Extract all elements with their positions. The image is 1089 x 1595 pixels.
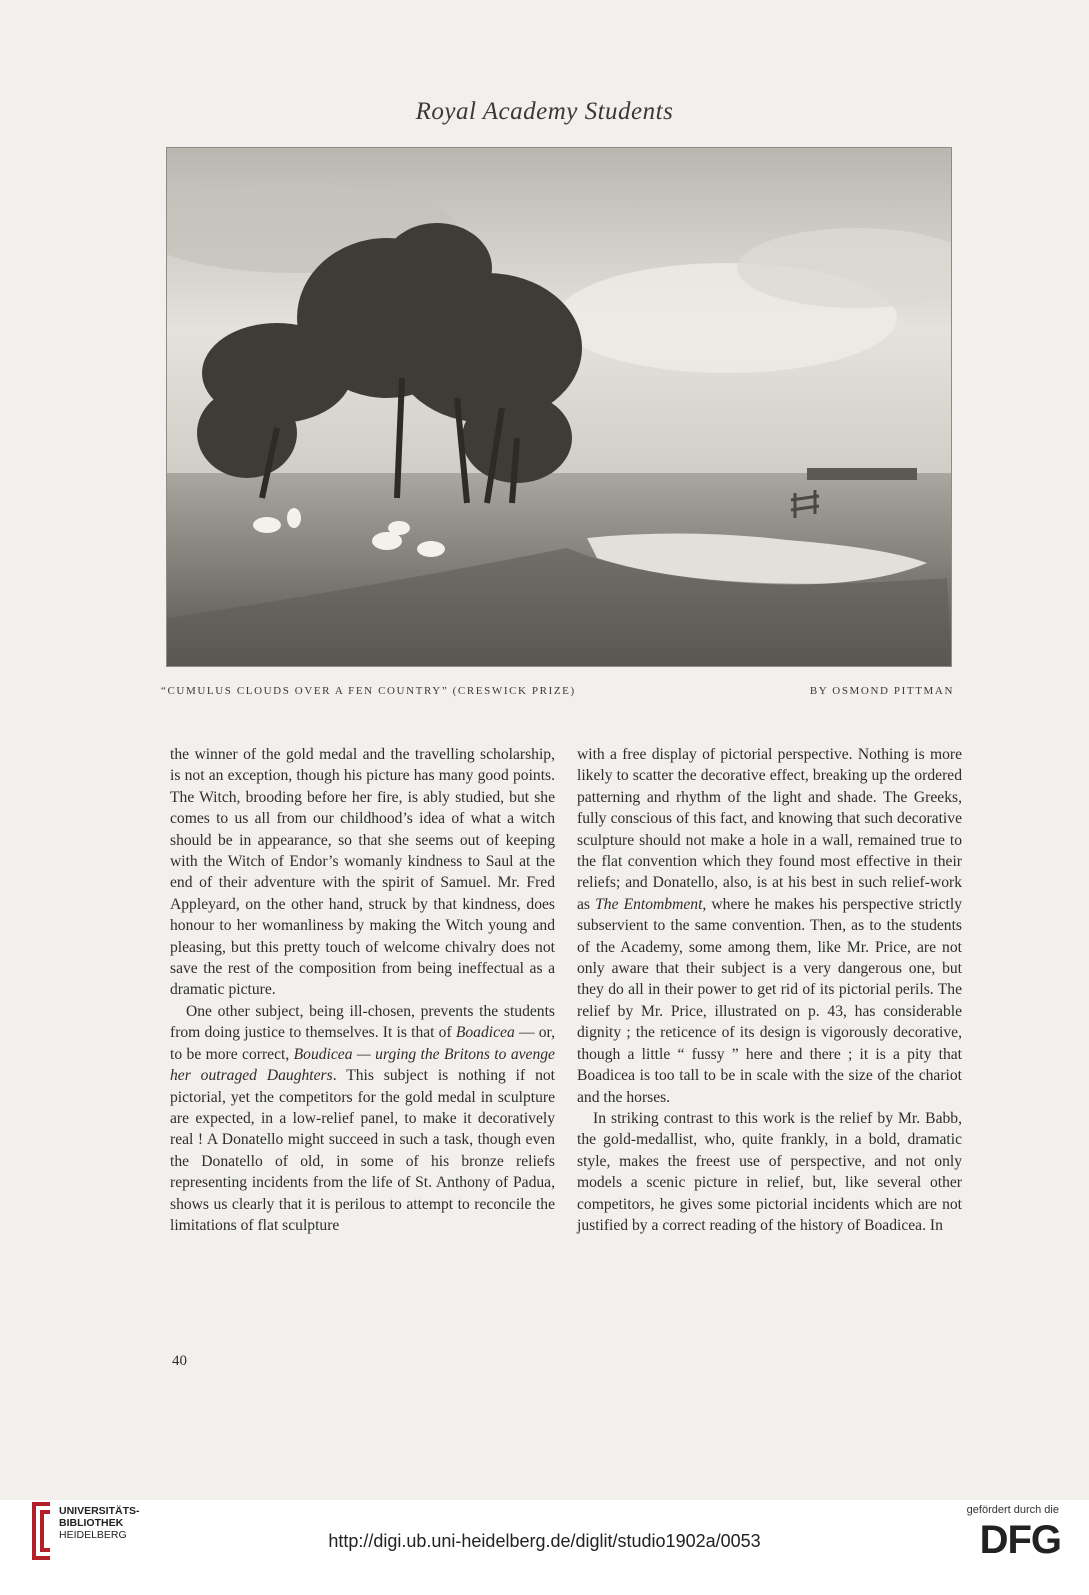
paragraph: the winner of the gold medal and the travelling scholarship, is not an exception, though his picture has many good points. The Witch, brooding before her fire, is ably studied, but she comes to us all from our childhood’s idea of what a witch should be in appearance, so that she seems out of keeping with the Witch of Endor’s womanly kindness to Saul at the end of their adventure with the spirit of Samuel. Mr. Fred Appleyard, on the other hand, struck by that kindness, does honour to her womanliness by making the Witch young and pleasing, but this pretty touch of welcome chivalry does not save the rest of the composition from being ineffectual as a dramatic picture.	[170, 746, 555, 999]
paragraph: with a free display of pictorial perspective. Nothing is more likely to scatter the decorative effect, breaking up the ordered patterning and rhythm of the light and shade. The Greeks, fully conscious of this fact, and knowing that such decorative sculpture should not make a hole in a wall, remained true to the flat convention which they found most effective in their reliefs; and Donatello, also, is at his best in such relief-work as The Entombment, where he makes his perspective strictly subservient to the same convention. Then, as to the students of the Academy, some among them, like Mr. Price, are not only aware that their subject is a very dangerous one, but they do all in their power to get rid of its pictorial perils. The relief by Mr. Price, illustrated on p. 43, has considerable dignity ; the reticence of its design is vigorously decorative, though a little “ fussy ” here and there ; it is a pity that Boadicea is too tall to be in scale with the size of the chariot and the horses.	[577, 746, 963, 1106]
page-number: 40	[172, 1353, 187, 1369]
funding-note: gefördert durch die	[966, 1504, 1059, 1516]
distant-buildings	[807, 468, 917, 480]
plate-caption-artist: BY OSMOND PITTMAN	[809, 685, 954, 697]
italic-title: Boadicea	[455, 1024, 515, 1042]
library-name: UNIVERSITÄTS- BIBLIOTHEK HEIDELBERG	[59, 1505, 140, 1541]
dfg-logo: DFG	[979, 1518, 1061, 1562]
italic-title: Boudicea — urging the Britons to avenge her outraged Daughters	[170, 1045, 555, 1085]
right-column	[577, 744, 962, 1236]
paragraph: One other subject, being ill-chosen, prevents the students from doing justice to themselves. It is that of Boadicea — or, to be more correct, Boudicea — urging the Britons to avenge her outraged Daughters. This subject is nothing if not pictorial, yet the competitors for the gold medal in sculpture are expected, in a low-relief panel, to make it decoratively real ! A Donatello might succeed in such a task, though even the Donatello of old, in some of his bronze reliefs representing incidents from the life of St. Anthony of Padua, shows us clearly that it is perilous to attempt to reconcile the limitations of flat sculpture	[170, 1002, 555, 1234]
italic-title: The Entombment	[595, 895, 703, 913]
digitization-footer	[0, 1500, 1089, 1595]
plate-caption-title: “CUMULUS CLOUDS OVER A FEN COUNTRY” (CRESWICK PRIZE)	[161, 685, 576, 697]
paragraph: In striking contrast to this work is the relief by Mr. Babb, the gold-medallist, who, quite frankly, in a bold, dramatic style, makes the freest use of perspective, and not only models a scenic picture in relief, but, like several other competitors, he gives some pictorial incidents which are not justified by a correct reading of the history of Boadicea. In	[577, 1109, 962, 1234]
landscape-plate	[166, 147, 952, 667]
running-head: Royal Academy Students	[415, 98, 674, 125]
permalink[interactable]: http://digi.ub.uni-heidelberg.de/diglit/studio1902a/0053	[328, 1531, 761, 1551]
landscape-illustration	[167, 148, 951, 666]
left-column	[170, 744, 555, 1236]
